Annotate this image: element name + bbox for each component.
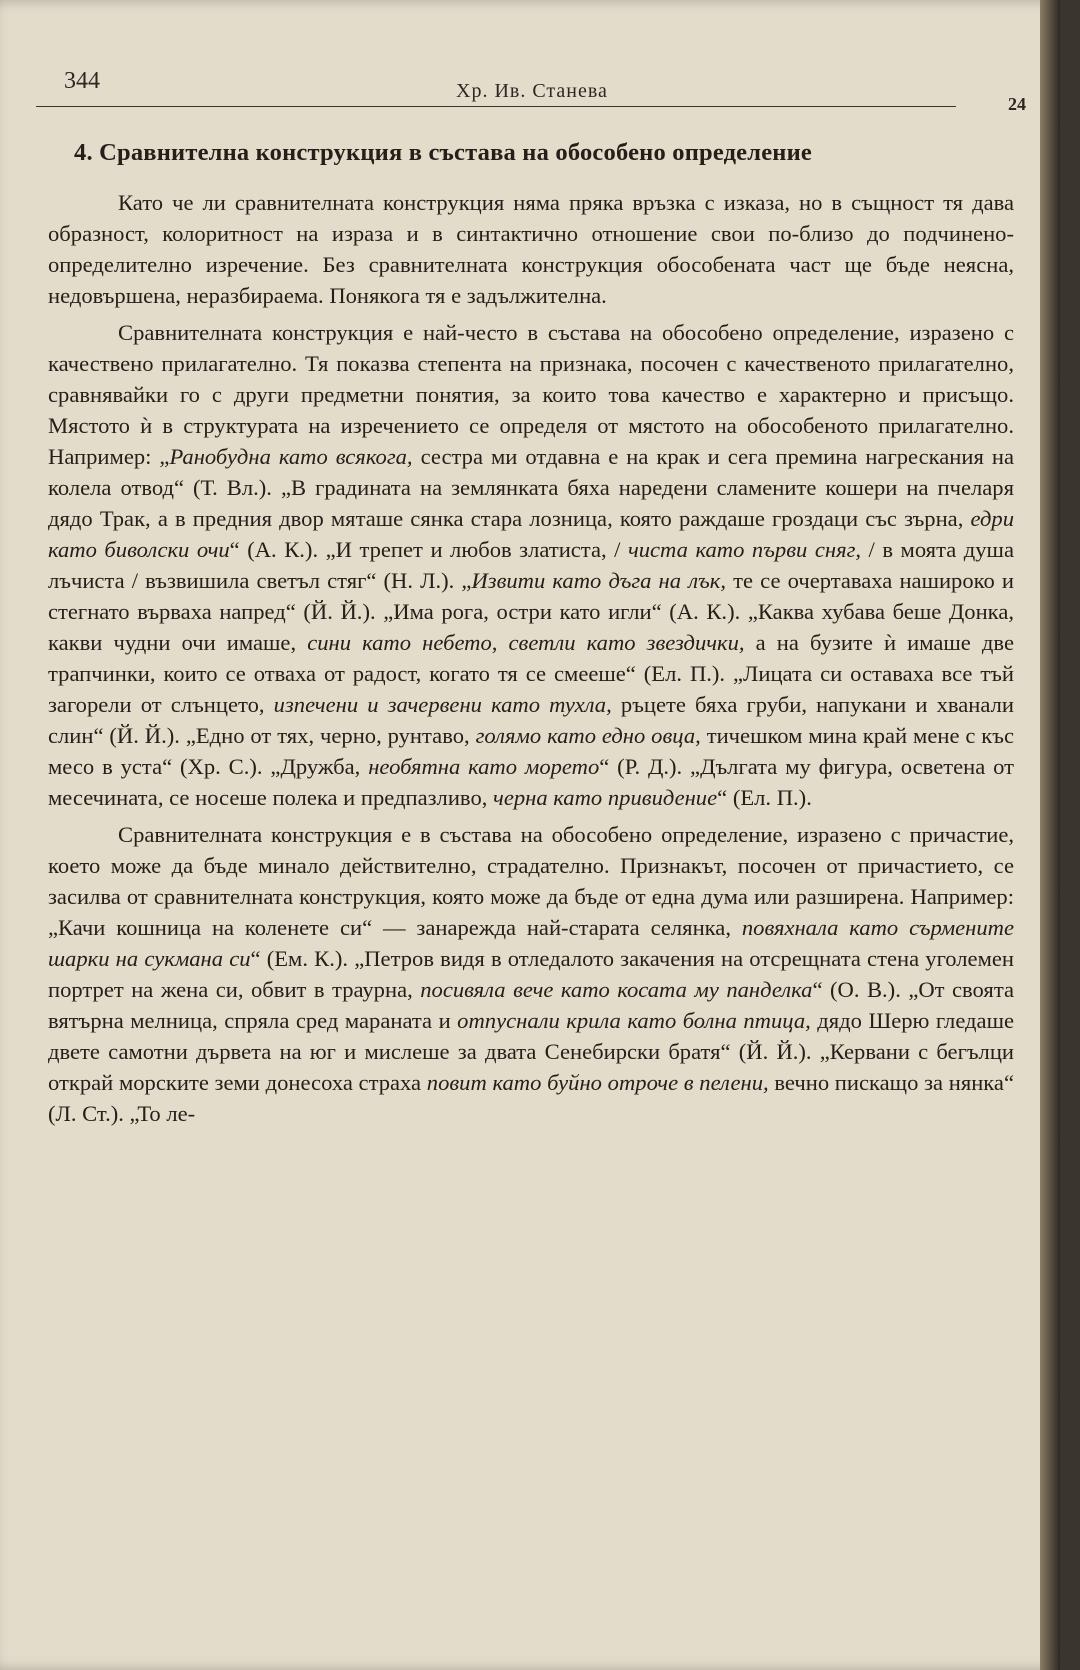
text-run: дядо Шерю гледаше двете самотни дървета на юг и мислеше за двата Сенебирски братя“ (Й. Й.). „Кервани с бегълци открай морските земи донесоха страха: [48, 1008, 1014, 1095]
example-phrase: едри като биволски очи: [48, 506, 1014, 562]
page-number: 344: [64, 68, 100, 94]
page-edge-shadow: [1040, 0, 1060, 1670]
main-text: [48, 135, 1014, 1129]
paragraph-2: [48, 317, 1014, 813]
text-run: / в моята душа лъчиста / възвишила светъл стяг“ (Н. Л.). „: [48, 537, 1014, 593]
example-phrase: сини като небето, светли като звездички,: [307, 630, 745, 655]
text-run: ръцете бяха груби, напукани и хванали слин“ (Й. Й.). „Едно от тях, черно, рунтаво,: [48, 692, 1014, 748]
example-phrase: черна като привидение: [493, 785, 718, 810]
text-run: Сравнителната конструкция е най-често в състава на обособено определение, изразено с качествено прилагателно. Тя показва степента на признака, посочен с качественото прилагателно, сравнявайки го с други предметни понятия, за които това качество е характерно и присъщо. Мястото ѝ в структурата на изречението се определя от мястото на обособеното прилагателно. Например: „: [48, 320, 1014, 469]
example-phrase: повит като буйно отроче в пелени,: [426, 1070, 769, 1095]
example-phrase: повяхнала като сърмените шарки на сукмана си: [48, 915, 1014, 971]
example-phrase: голямо като едно овца,: [475, 723, 701, 748]
text-run: тичешком мина край мене с къс месо в уста“ (Хр. С.). „Дружба,: [48, 723, 1014, 779]
paragraph-1: [48, 187, 1014, 311]
text-run: “ (О. В.). „От своята вятърна мелница, спряла сред мараната и: [48, 977, 1014, 1033]
example-phrase: отпуснали крила като болна птица,: [457, 1008, 811, 1033]
example-phrase: изпечени и зачервени като тухла,: [273, 692, 612, 717]
section-heading: 4. Сравнителна конструкция в състава на обособено определение: [74, 139, 812, 166]
text-run: “ (Ел. П.).: [717, 785, 812, 810]
text-run: те се очертаваха нашироко и стегнато върваха напред“ (Й. Й.). „Има рога, остри като игли“ (А. К.). „Каква хубава беше Донка, какви чудни очи имаше,: [48, 568, 1014, 655]
text-run: вечно пискащо за нянка“ (Л. Ст.). „То ле-: [48, 1070, 1014, 1126]
paragraph-3: [48, 819, 1014, 1129]
example-phrase: необятна като морето: [368, 754, 600, 779]
text-run: Като че ли сравнителната конструкция няма пряка връзка с изказа, но в същност тя дава образност, колоритност на израза и в синтактично отношение свои по-близо до подчинено-определително изречение. Без сравнителната конструкция обособената част ще бъде неясна, недовършена, неразбираема. Понякога тя е задължителна.: [48, 190, 1014, 308]
header-rule: [36, 106, 956, 107]
text-run: Сравнителната конструкция е в състава на обособено определение, изразено с причастие, което може да бъде минало действително, страдателно. Признакът, посочен от причастието, се засилва от сравнителната конструкция, която може да бъде от една дума или разширена. Например: „Качи кошница на коленете си“ — занарежда най-старата селянка,: [48, 822, 1014, 940]
sheet-signature-number: 24: [1008, 94, 1026, 114]
text-run: “ (А. К.). „И трепет и любов златиста, /: [229, 537, 628, 562]
text-run: а на бузите ѝ имаше две трапчинки, които се отваха от радост, когато тя се смееше“ (Ел. П.). „Лицата си оставаха все тъй загорели от слънцето,: [48, 630, 1014, 717]
example-phrase: посивяла вече като косата му панделка: [420, 977, 813, 1002]
text-run: “ (Р. Д.). „Дългата му фигура, осветена от месечината, се носеше полека и предпазливо,: [48, 754, 1014, 810]
example-phrase: Извити като дъга на лък,: [471, 568, 726, 593]
page-header: [36, 68, 1026, 114]
text-run: сестра ми отдавна е на крак и сега премина нагрескания на колела отвод“ (Т. Вл.). „В градината на землянката бяха наредени сламените кошери на пчеларя дядо Трак, а в предния двор мяташе сянка стара лозница, която раждаше гроздаци със зърна,: [48, 444, 1014, 531]
running-title: Хр. Ив. Станева: [456, 80, 608, 102]
example-phrase: чиста като първи сняг,: [627, 537, 862, 562]
example-phrase: Ранобудна като всякога,: [169, 444, 413, 469]
text-run: “ (Ем. К.). „Петров видя в отледалото закачения на отсрещната стена уголемен портрет на жена си, обвит в траурна,: [48, 946, 1014, 1002]
